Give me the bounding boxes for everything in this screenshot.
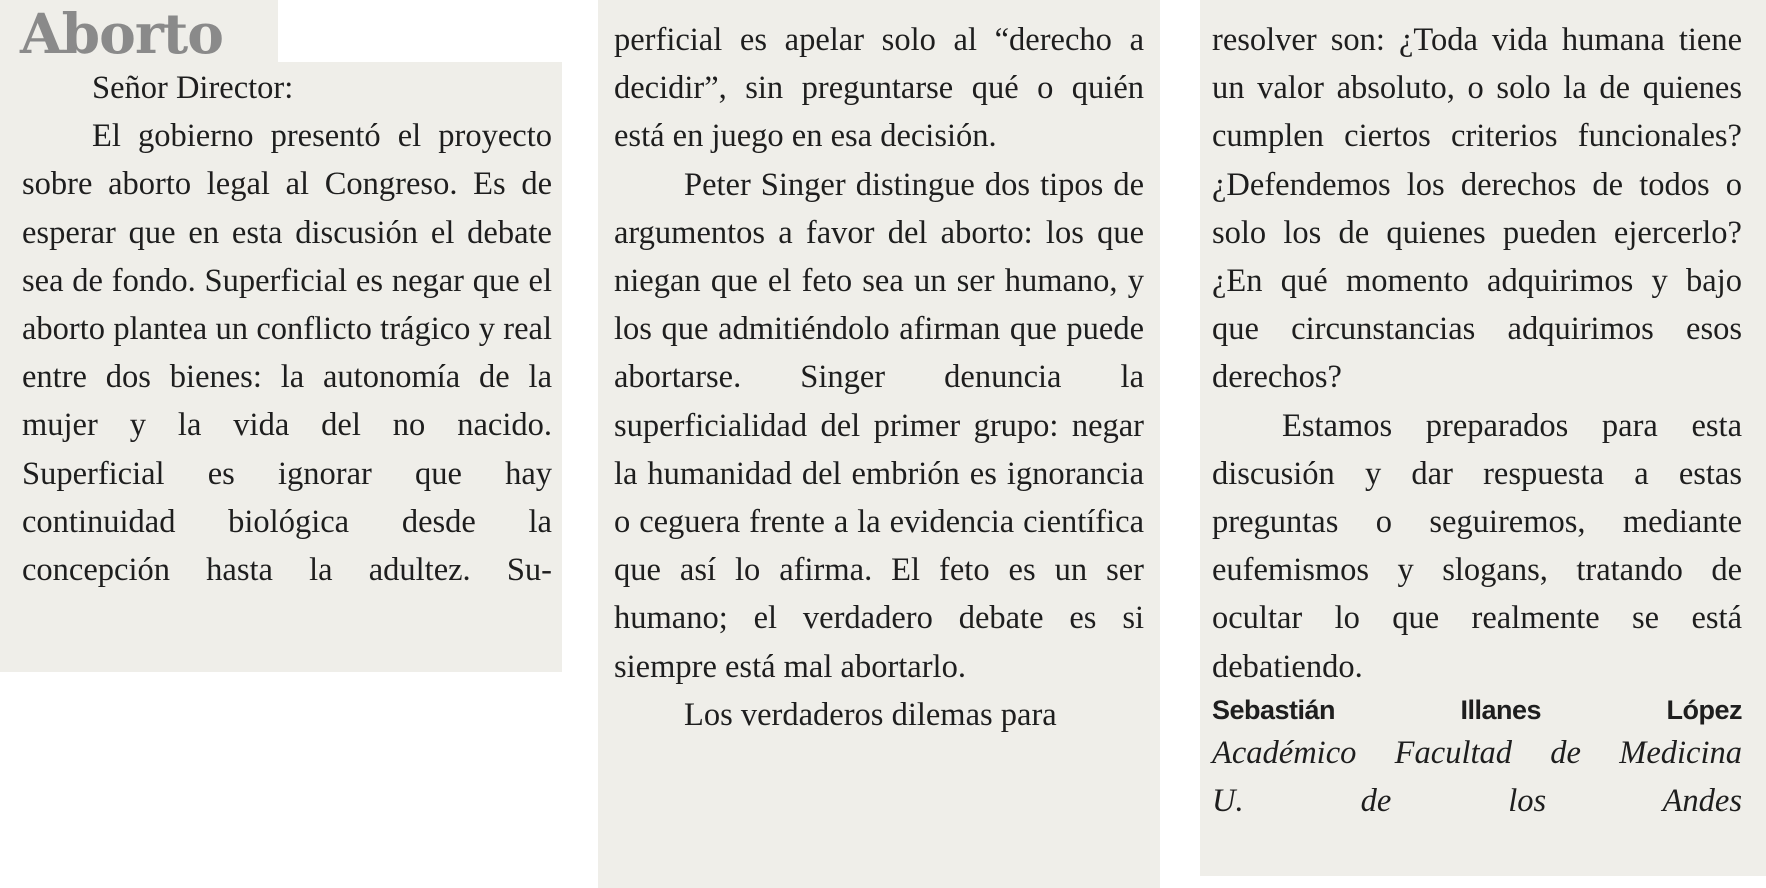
paragraph: Estamos preparados para esta discusión y dar respuesta a estas preguntas o seguiremos, mediante eufemismos y slogans, tratando de ocultar lo que realmente se está debatiendo. [1212,407,1742,685]
paragraph: perficial es apelar solo al “derecho a decidir”, sin preguntarse qué o quién está en juego en esa decisión. [614,22,1144,155]
paragraph: Peter Singer distingue dos tipos de argumentos a favor del aborto: los que niegan que el feto sea un ser humano, y los que admitiéndolo afirman que puede abortarse. Singer denuncia la superficialidad del primer grupo: negar la humanidad del embrión es ignorancia o ceguera frente a la evidencia científica que así lo afirma. El feto es un ser humano; el verdadero debate es si siempre está mal abortarlo. [614,166,1144,685]
letter-title: Aborto [20,1,223,66]
column-2 [614,16,1144,739]
paragraph: Los verdaderos dilemas para [684,696,1057,733]
author-name: Sebastián Illanes López [1212,694,1742,725]
salutation: Señor Director: [92,70,294,106]
author-affiliation-line-2: U. de los Andes [1212,782,1742,819]
column-1 [22,64,552,594]
column-3 [1212,16,1742,825]
paragraph: El gobierno presentó el proyecto sobre aborto legal al Congreso. Es de esperar que en esta discusión el debate sea de fondo. Superficial es negar que el aborto plantea un conflicto trágico y real entre dos bienes: la autonomía de la mujer y la vida del no nacido. Superficial es ignorar que hay continuidad biológica desde la concepción hasta la adultez. Su- [22,118,552,589]
paragraph: resolver son: ¿Toda vida humana tiene un valor absoluto, o solo la de quienes cumplen ciertos criterios funcionales? ¿Defendemos los derechos de todos o solo los de quienes pueden ejercerlo? ¿En qué momento adquirimos y bajo que circunstancias adquirimos esos derechos? [1212,22,1742,396]
author-affiliation-line-1: Académico Facultad de Medicina [1212,734,1742,771]
